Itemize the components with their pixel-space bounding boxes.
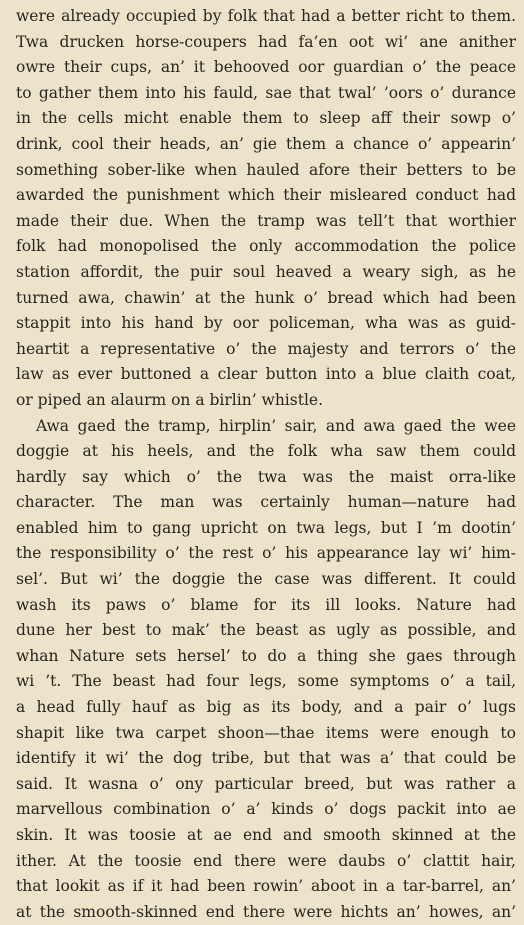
text-line: to gather them into his fauld, sae that twal’ ’oors o’ durance	[16, 81, 516, 107]
text-line: the responsibility o’ the rest o’ his appearance lay wi’ him-	[16, 541, 516, 567]
text-line: character. The man was certainly human—nature had	[16, 490, 516, 516]
text-line: ither. At the toosie end there were daubs o’ clattit hair,	[16, 849, 516, 875]
text-line: whan Nature sets hersel’ to do a thing she gaes through	[16, 644, 516, 670]
text-line: hardly say which o’ the twa was the maist orra-like	[16, 465, 516, 491]
text-line: stappit into his hand by oor policeman, wha was as guid-	[16, 311, 516, 337]
text-line: law as ever buttoned a clear button into a blue claith coat,	[16, 362, 516, 388]
book-page	[16, 4, 516, 925]
text-line: said. It wasna o’ ony particular breed, but was rather a	[16, 772, 516, 798]
text-line: in the cells micht enable them to sleep aff their sowp o’	[16, 106, 516, 132]
text-line: awarded the punishment which their misleared conduct had	[16, 183, 516, 209]
text-line: owre their cups, an’ it behooved oor guardian o’ the peace	[16, 55, 516, 81]
text-line: were already occupied by folk that had a better richt to them.	[16, 4, 516, 30]
text-line: wash its paws o’ blame for its ill looks. Nature had	[16, 593, 516, 619]
text-line: folk had monopolised the only accommodation the police	[16, 234, 516, 260]
text-line: that lookit as if it had been rowin’ aboot in a tar-barrel, an’	[16, 874, 516, 900]
text-line: dune her best to mak’ the beast as ugly as possible, and	[16, 618, 516, 644]
text-line: turned awa, chawin’ at the hunk o’ bread which had been	[16, 286, 516, 312]
text-line: identify it wi’ the dog tribe, but that was a’ that could be	[16, 746, 516, 772]
text-line: doggie at his heels, and the folk wha saw them could	[16, 439, 516, 465]
text-line: a head fully hauf as big as its body, and a pair o’ lugs	[16, 695, 516, 721]
text-line: shapit like twa carpet shoon—thae items were enough to	[16, 721, 516, 747]
text-line: heartit a representative o’ the majesty and terrors o’ the	[16, 337, 516, 363]
paragraph-1	[16, 4, 516, 414]
text-line: or piped an alaurm on a birlin’ whistle.	[16, 388, 516, 414]
text-line: sel’. But wi’ the doggie the case was different. It could	[16, 567, 516, 593]
text-line: Twa drucken horse-coupers had fa’en oot wi’ ane anither	[16, 30, 516, 56]
text-line: drink, cool their heads, an’ gie them a chance o’ appearin’	[16, 132, 516, 158]
text-line: something sober-like when hauled afore their betters to be	[16, 158, 516, 184]
paragraph-2	[16, 414, 516, 925]
text-line: made their due. When the tramp was tell’t that worthier	[16, 209, 516, 235]
text-line: marvellous combination o’ a’ kinds o’ dogs packit into ae	[16, 797, 516, 823]
text-line: at the smooth-skinned end there were hichts an’ howes, an’	[16, 900, 516, 925]
text-line: station affordit, the puir soul heaved a weary sigh, as he	[16, 260, 516, 286]
text-line: Awa gaed the tramp, hirplin’ sair, and awa gaed the wee	[16, 414, 516, 440]
text-line: wi ’t. The beast had four legs, some symptoms o’ a tail,	[16, 669, 516, 695]
text-line: enabled him to gang upricht on twa legs, but I ’m dootin’	[16, 516, 516, 542]
text-line: skin. It was toosie at ae end and smooth skinned at the	[16, 823, 516, 849]
